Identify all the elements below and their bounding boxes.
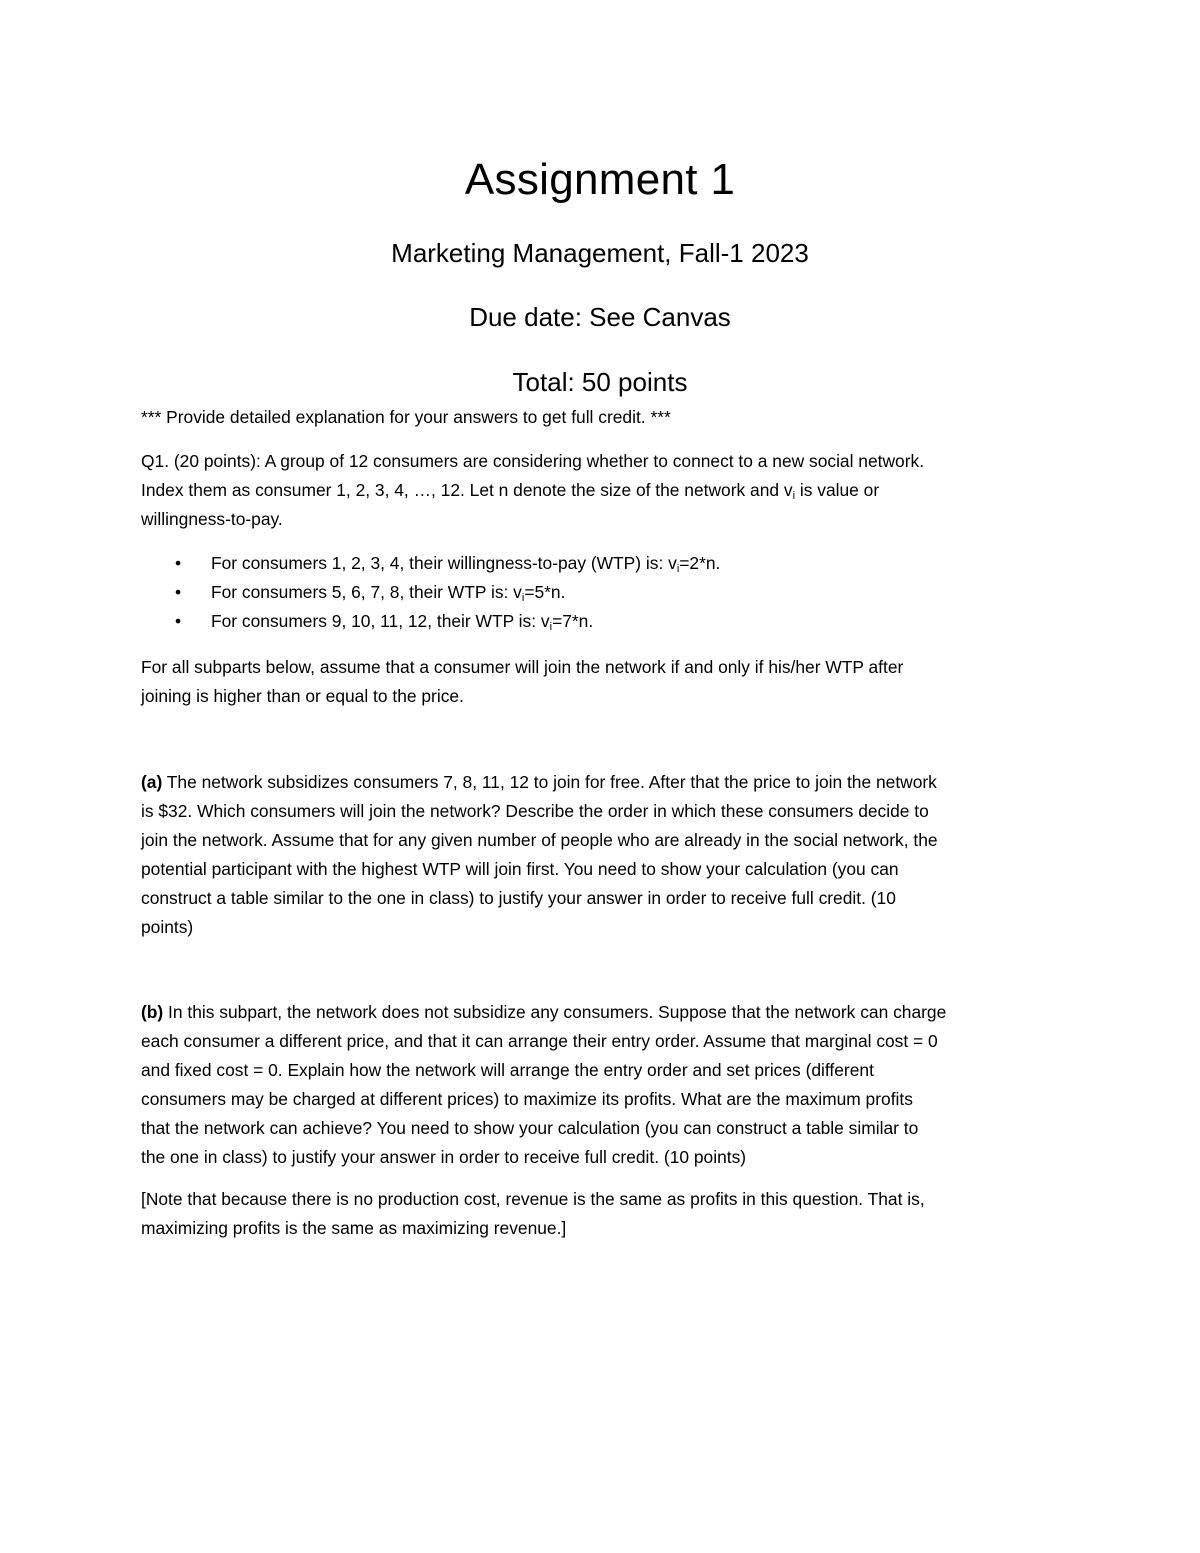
q1-label: Q1. bbox=[141, 451, 170, 471]
q1-points: (20 points): bbox=[173, 451, 261, 471]
bullet-text-pre: For consumers 1, 2, 3, 4, their willingness-to-pay (WTP) is: v bbox=[211, 553, 677, 573]
part-b-line: each consumer a different price, and that it can arrange their entry order. Assume that marginal cost = 0 bbox=[141, 1031, 938, 1051]
list-item bbox=[141, 607, 1041, 636]
q1-intro-text-2b: is value or bbox=[795, 480, 880, 500]
assignment-title: Assignment 1 bbox=[464, 155, 736, 204]
bullet-icon: • bbox=[175, 582, 182, 602]
q1-intro-text-1: A group of 12 consumers are considering whether to connect to a new social network. bbox=[260, 451, 925, 471]
part-b-line: that the network can achieve? You need to show your calculation (you can construct a table similar to bbox=[141, 1118, 919, 1138]
assumption-line-1: For all subparts below, assume that a consumer will join the network if and only if his/her WTP after bbox=[141, 657, 904, 677]
question-1-intro bbox=[141, 447, 1066, 534]
bullet-subscript: i bbox=[676, 563, 680, 575]
q1-line-1 bbox=[141, 447, 1066, 476]
bullet-text-post: =2*n. bbox=[679, 553, 721, 573]
part-b-line: and fixed cost = 0. Explain how the network will arrange the entry order and set prices (different bbox=[141, 1060, 874, 1080]
due-date: Due date: See Canvas bbox=[469, 302, 731, 332]
part-b-line bbox=[141, 998, 1066, 1027]
part-a-line: join the network. Assume that for any given number of people who are already in the social network, the bbox=[141, 830, 938, 850]
part-a-text: The network subsidizes consumers 7, 8, 11, 12 to join for free. After that the price to join the network bbox=[162, 772, 937, 792]
profit-note-line-1: [Note that because there is no production cost, revenue is the same as profits in this question. That is, bbox=[141, 1189, 925, 1209]
bullet-subscript: i bbox=[521, 592, 525, 604]
bullet-icon: • bbox=[175, 553, 182, 573]
credit-note bbox=[141, 403, 1066, 432]
part-b-line: the one in class) to justify your answer in order to receive full credit. (10 points) bbox=[141, 1147, 747, 1167]
bullet-text-pre: For consumers 9, 10, 11, 12, their WTP is: v bbox=[211, 611, 550, 631]
bullet-text-pre: For consumers 5, 6, 7, 8, their WTP is: v bbox=[211, 582, 522, 602]
profit-note-line-2: maximizing profits is the same as maximizing revenue.] bbox=[141, 1218, 567, 1238]
part-a-line bbox=[141, 768, 1066, 797]
assumption-paragraph bbox=[141, 653, 1066, 711]
part-b-text: In this subpart, the network does not subsidize any consumers. Suppose that the network can charge bbox=[163, 1002, 947, 1022]
part-b-label: (b) bbox=[141, 1002, 164, 1022]
course-name: Marketing Management, Fall-1 2023 bbox=[391, 238, 809, 268]
part-a-paragraph bbox=[141, 768, 1066, 942]
part-a-line: points) bbox=[141, 917, 194, 937]
bullet-text-post: =5*n. bbox=[524, 582, 566, 602]
q1-intro-text-2a: Index them as consumer 1, 2, 3, 4, …, 12. Let n denote the size of the network and v bbox=[141, 480, 793, 500]
credit-note-text: *** Provide detailed explanation for your answers to get full credit. *** bbox=[141, 407, 671, 427]
q1-intro-subscript: i bbox=[792, 490, 796, 502]
part-a-label: (a) bbox=[141, 772, 163, 792]
list-item bbox=[141, 549, 1041, 578]
profit-note-paragraph bbox=[141, 1185, 1066, 1243]
total-points: Total: 50 points bbox=[512, 367, 688, 397]
wtp-list bbox=[141, 549, 1041, 636]
part-b-paragraph bbox=[141, 998, 1066, 1172]
list-item bbox=[141, 578, 1041, 607]
part-a-line: is $32. Which consumers will join the network? Describe the order in which these consumers decide to bbox=[141, 801, 929, 821]
part-b-line: consumers may be charged at different prices) to maximize its profits. What are the maximum profits bbox=[141, 1089, 913, 1109]
q1-line-2 bbox=[141, 476, 1066, 505]
part-a-line: potential participant with the highest WTP will join first. You need to show your calculation (you can bbox=[141, 859, 899, 879]
part-a-line: construct a table similar to the one in class) to justify your answer in order to receive full credit. (10 bbox=[141, 888, 896, 908]
q1-line-3: willingness-to-pay. bbox=[141, 509, 283, 529]
bullet-subscript: i bbox=[549, 621, 553, 633]
assumption-line-2: joining is higher than or equal to the price. bbox=[141, 686, 464, 706]
bullet-text-post: =7*n. bbox=[552, 611, 594, 631]
bullet-icon: • bbox=[175, 611, 182, 631]
